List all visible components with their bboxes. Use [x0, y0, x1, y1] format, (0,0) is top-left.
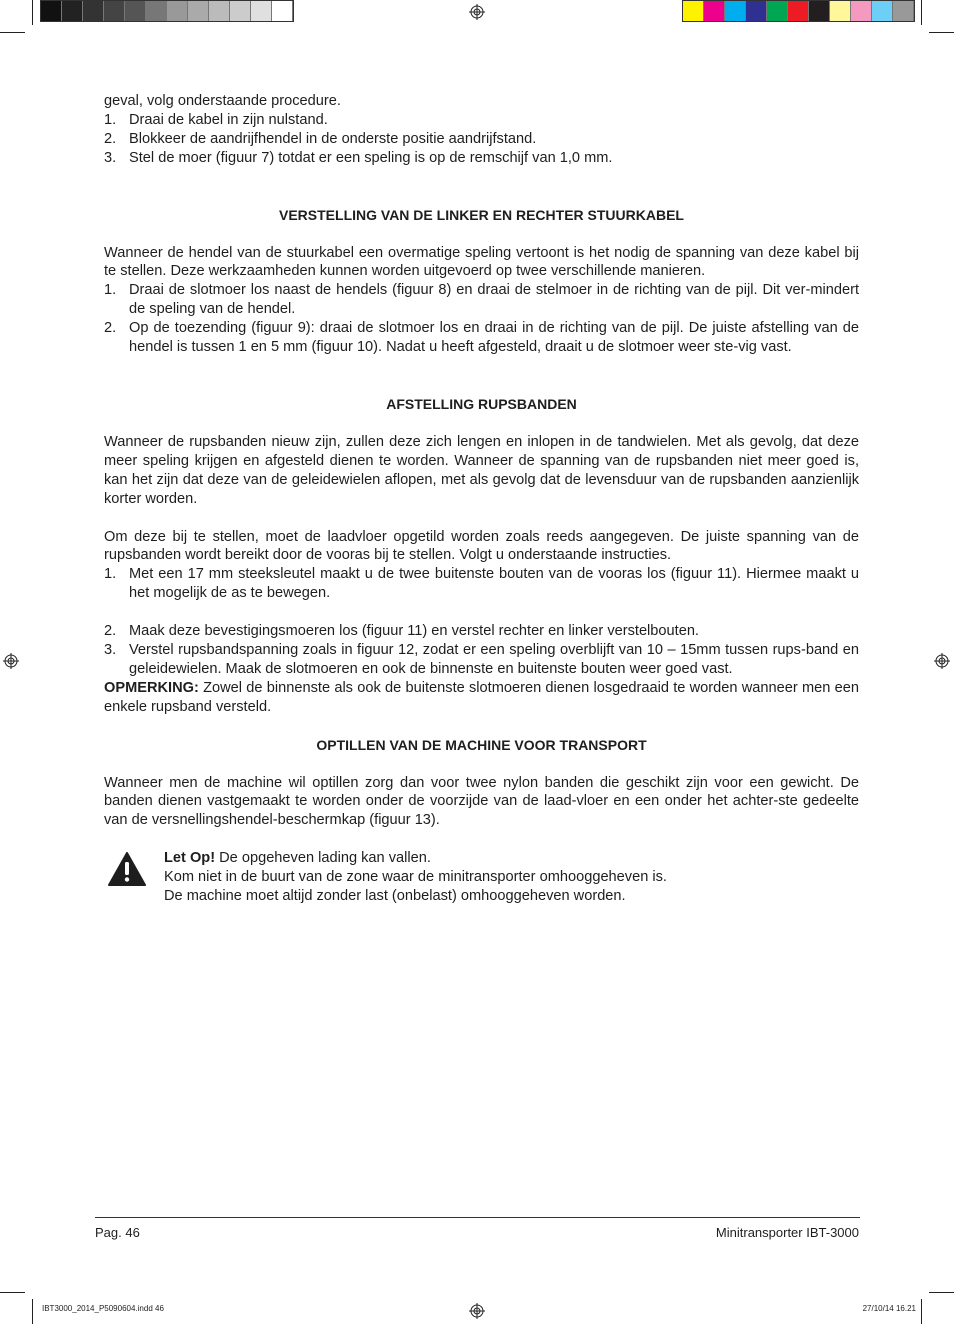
color-swatch	[272, 1, 293, 21]
intro-text: geval, volg onderstaande procedure.	[104, 93, 341, 109]
list-number: 1.	[104, 282, 117, 299]
crop-mark	[0, 1292, 25, 1293]
product-name: Minitransporter IBT-3000	[715, 1225, 859, 1240]
section-heading: OPTILLEN VAN DE MACHINE VOOR TRANSPORT	[316, 736, 647, 753]
list-text: Op de toezending (figuur 9): draai de slotmoer los en draai in de richting van de pijl. De juiste afstelling van de hendel is tussen 1 en 5 mm (figuur 10). Nadat u heeft afgesteld, draait u de slotmoer weer ste-vig vast.	[129, 320, 859, 356]
list-text: Met een 17 mm steeksleutel maakt u de twee buitenste bouten van de vooras los (figuur 11). Hiermee maakt u het mogelijk de as te bewegen.	[129, 566, 859, 602]
section-heading: AFSTELLING RUPSBANDEN	[386, 395, 577, 412]
grayscale-color-bar	[40, 0, 294, 22]
list-item	[104, 622, 859, 641]
slug-filename: IBT3000_2014_P5090604.indd 46	[42, 1304, 164, 1313]
note-paragraph	[104, 679, 859, 717]
list-text: Blokkeer de aandrijfhendel in de onderste positie aandrijfstand.	[129, 130, 537, 147]
registration-mark-icon	[469, 4, 485, 20]
list-number: 3.	[104, 642, 117, 659]
color-swatch	[251, 1, 272, 21]
color-swatch	[683, 1, 704, 21]
footer-divider	[95, 1217, 860, 1218]
color-swatch	[209, 1, 230, 21]
color-swatch	[893, 1, 914, 21]
list-number: 2.	[104, 320, 117, 337]
registration-mark-icon	[3, 653, 19, 669]
color-swatch	[230, 1, 251, 21]
crop-mark	[32, 0, 33, 25]
section-heading: VERSTELLING VAN DE LINKER EN RECHTER STUURKABEL	[279, 206, 684, 223]
process-color-bar	[682, 0, 915, 22]
list-number: 3.	[104, 149, 117, 166]
color-swatch	[125, 1, 146, 21]
color-swatch	[188, 1, 209, 21]
page-body	[104, 92, 859, 906]
paragraph: Wanneer de hendel van de stuurkabel een overmatige speling vertoont is het nodig de spanning van deze kabel bij te stellen. Deze werkzaamheden kunnen worden uitgevoerd op twee verschillende manieren.	[104, 244, 859, 280]
warning-line: De machine moet altijd zonder last (onbelast) omhooggeheven worden.	[164, 888, 626, 905]
warning-line: Kom niet in de buurt van de zone waar de minitransporter omhooggeheven is.	[164, 869, 667, 886]
color-swatch	[41, 1, 62, 21]
note-text: Zowel de binnenste als ook de buitenste slotmoeren dienen losgedraaid te worden wanneer men een enkele rupsband versteld.	[104, 679, 859, 715]
slug-date: 27/10/14 16.21	[862, 1304, 916, 1313]
color-swatch	[830, 1, 851, 21]
color-swatch	[767, 1, 788, 21]
crop-mark	[32, 1299, 33, 1324]
crop-mark	[921, 1299, 922, 1324]
color-swatch	[146, 1, 167, 21]
list-item	[104, 111, 859, 130]
list-item	[104, 319, 859, 357]
registration-mark-icon	[469, 1303, 485, 1319]
color-swatch	[788, 1, 809, 21]
list-text: Maak deze bevestigingsmoeren los (figuur 11) en verstel rechter en linker verstelbouten.	[129, 623, 699, 640]
color-swatch	[746, 1, 767, 21]
crop-mark	[0, 32, 25, 33]
list-text: Draai de kabel in zijn nulstand.	[129, 111, 328, 128]
crop-mark	[921, 0, 922, 25]
list-item	[104, 130, 859, 149]
paragraph: Wanneer men de machine wil optillen zorg dan voor twee nylon banden die geschikt zijn voor een gewicht. De banden dienen vastgemaakt te worden onder de voorzijde van de laad-vloer en een onder het achter-ste gedeelte van de versnellingshendel-beschermkap (figuur 13).	[104, 774, 859, 829]
color-swatch	[809, 1, 830, 21]
color-swatch	[704, 1, 725, 21]
color-swatch	[725, 1, 746, 21]
list-number: 1.	[104, 566, 117, 583]
note-label: OPMERKING:	[104, 679, 199, 696]
color-swatch	[62, 1, 83, 21]
list-item	[104, 641, 859, 679]
color-swatch	[167, 1, 188, 21]
list-text: Verstel rupsbandspanning zoals in figuur 12, zodat er een speling overblijft van 10 – 15mm tussen rups-band en geleidewielen. Maak de slotmoeren en ook de binnenste en buitenste bouten weer goed vast.	[129, 642, 859, 677]
warning-label: Let Op!	[164, 850, 216, 867]
registration-mark-icon	[934, 653, 950, 669]
color-swatch	[872, 1, 893, 21]
list-number: 2.	[104, 130, 117, 147]
warning-line	[164, 849, 859, 868]
list-item	[104, 149, 859, 168]
crop-mark	[929, 1292, 954, 1293]
warning-text: De opgeheven lading kan vallen.	[215, 850, 431, 867]
warning-icon	[108, 852, 146, 886]
paragraph: Wanneer de rupsbanden nieuw zijn, zullen deze zich lengen en inlopen in de tandwielen. Met als gevolg, dat deze meer speling krijgen en afgesteld dienen te worden. Wanneer de spanning van de rupsbanden niet meer goed is, kan het zijn dat deze van de geleidewielen aflopen, met als gevolg dat de levensduur van de rupsbanden aanzienlijk korter worden.	[104, 433, 859, 507]
list-item	[104, 565, 859, 603]
list-text: Draai de slotmoer los naast de hendels (figuur 8) en draai de stelmoer in de richting van de pijl. Dit ver-mindert de speling van de hendel.	[129, 282, 859, 318]
warning-block	[104, 849, 859, 906]
paragraph: Om deze bij te stellen, moet de laadvloer opgetild worden zoals reeds aangegeven. De juiste spanning van de rupsbanden wordt bereikt door de vooras bij te stellen. Volgt u onderstaande instructies.	[104, 528, 859, 564]
list-number: 2.	[104, 623, 117, 640]
crop-mark	[929, 32, 954, 33]
color-swatch	[83, 1, 104, 21]
list-text: Stel de moer (figuur 7) totdat er een speling is op de remschijf van 1,0 mm.	[129, 149, 613, 166]
page-number: Pag. 46	[95, 1225, 140, 1240]
list-item	[104, 281, 859, 319]
color-swatch	[104, 1, 125, 21]
color-swatch	[851, 1, 872, 21]
list-number: 1.	[104, 111, 117, 128]
